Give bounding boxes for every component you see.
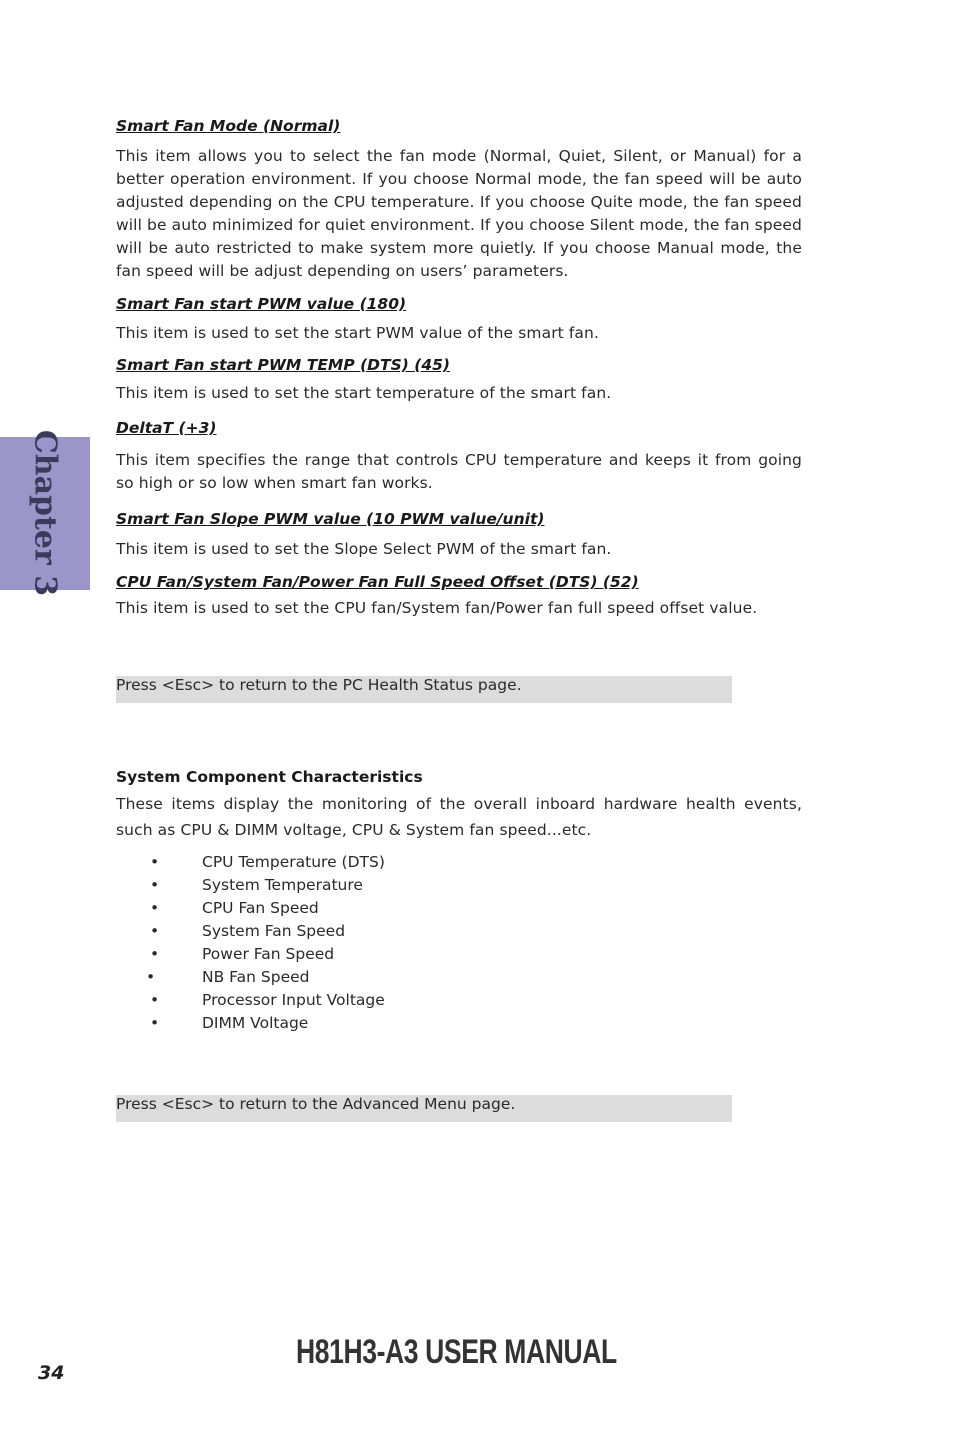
section-body-deltat: This item specifies the range that controls CPU temperature and keeps it from going so high or so low when smart fan works. (116, 451, 802, 492)
bullet: • (150, 876, 160, 894)
list-item-text: CPU Fan Speed (202, 899, 319, 917)
esc-note-advanced-menu (116, 1095, 732, 1122)
bullet: • (150, 922, 160, 940)
esc-note-pc-health-text: Press <Esc> to return to the PC Health Status page. (116, 676, 522, 694)
section-body-full-speed-offset: This item is used to set the CPU fan/System fan/Power fan full speed offset value. (116, 599, 758, 617)
section-body-smart-fan-mode: This item allows you to select the fan mode (Normal, Quiet, Silent, or Manual) for a better operation environment. If you choose Normal mode, the fan speed will be auto adjusted depending on the CPU temperature. If you choose Quite mode, the fan speed will be auto minimized for quiet environment. If you choose Silent mode, the fan speed will be auto restricted to make system more quietly. If you choose Manual mode, the fan speed will be adjust depending on users’ parameters. (116, 147, 802, 280)
section-body-slope-pwm: This item is used to set the Slope Select PWM of the smart fan. (116, 540, 612, 558)
list-item-text: Power Fan Speed (202, 945, 335, 963)
section-heading-slope-pwm: Smart Fan Slope PWM value (10 PWM value/unit) (116, 510, 545, 528)
bullet: • (150, 991, 160, 1009)
esc-note-pc-health (116, 676, 732, 703)
bullet: • (146, 968, 156, 986)
esc-note-advanced-menu-text: Press <Esc> to return to the Advanced Menu page. (116, 1095, 516, 1113)
list-item-text: System Temperature (202, 876, 363, 894)
manual-title: H81H3-A3 USER MANUAL (296, 1333, 617, 1371)
bullet: • (150, 899, 160, 917)
bullet: • (150, 853, 160, 871)
bullet: • (150, 945, 160, 963)
section-heading-full-speed-offset: CPU Fan/System Fan/Power Fan Full Speed Offset (DTS) (52) (116, 573, 639, 591)
list-item-text: DIMM Voltage (202, 1014, 309, 1032)
page-number: 34 (38, 1362, 65, 1384)
system-component-body: These items display the monitoring of the overall inboard hardware health events, such as CPU & DIMM voltage, CPU & System fan speed...etc. (116, 795, 802, 839)
section-body-start-pwm-value: This item is used to set the start PWM value of the smart fan. (116, 324, 599, 342)
section-body-start-pwm-temp: This item is used to set the start temperature of the smart fan. (116, 384, 612, 402)
section-heading-deltat: DeltaT (+3) (116, 419, 217, 437)
list-item-text: Processor Input Voltage (202, 991, 385, 1009)
bullet: • (150, 1014, 160, 1032)
section-heading-smart-fan-mode: Smart Fan Mode (Normal) (116, 117, 341, 135)
list-item-text: NB Fan Speed (202, 968, 310, 986)
chapter-tab (0, 429, 90, 597)
section-heading-start-pwm-value: Smart Fan start PWM value (180) (116, 295, 407, 313)
list-item-text: System Fan Speed (202, 922, 346, 940)
system-component-title: System Component Characteristics (116, 768, 423, 786)
section-heading-start-pwm-temp: Smart Fan start PWM TEMP (DTS) (45) (116, 356, 450, 374)
chapter-label: Chapter 3 (27, 429, 63, 597)
list-item-text: CPU Temperature (DTS) (202, 853, 385, 871)
